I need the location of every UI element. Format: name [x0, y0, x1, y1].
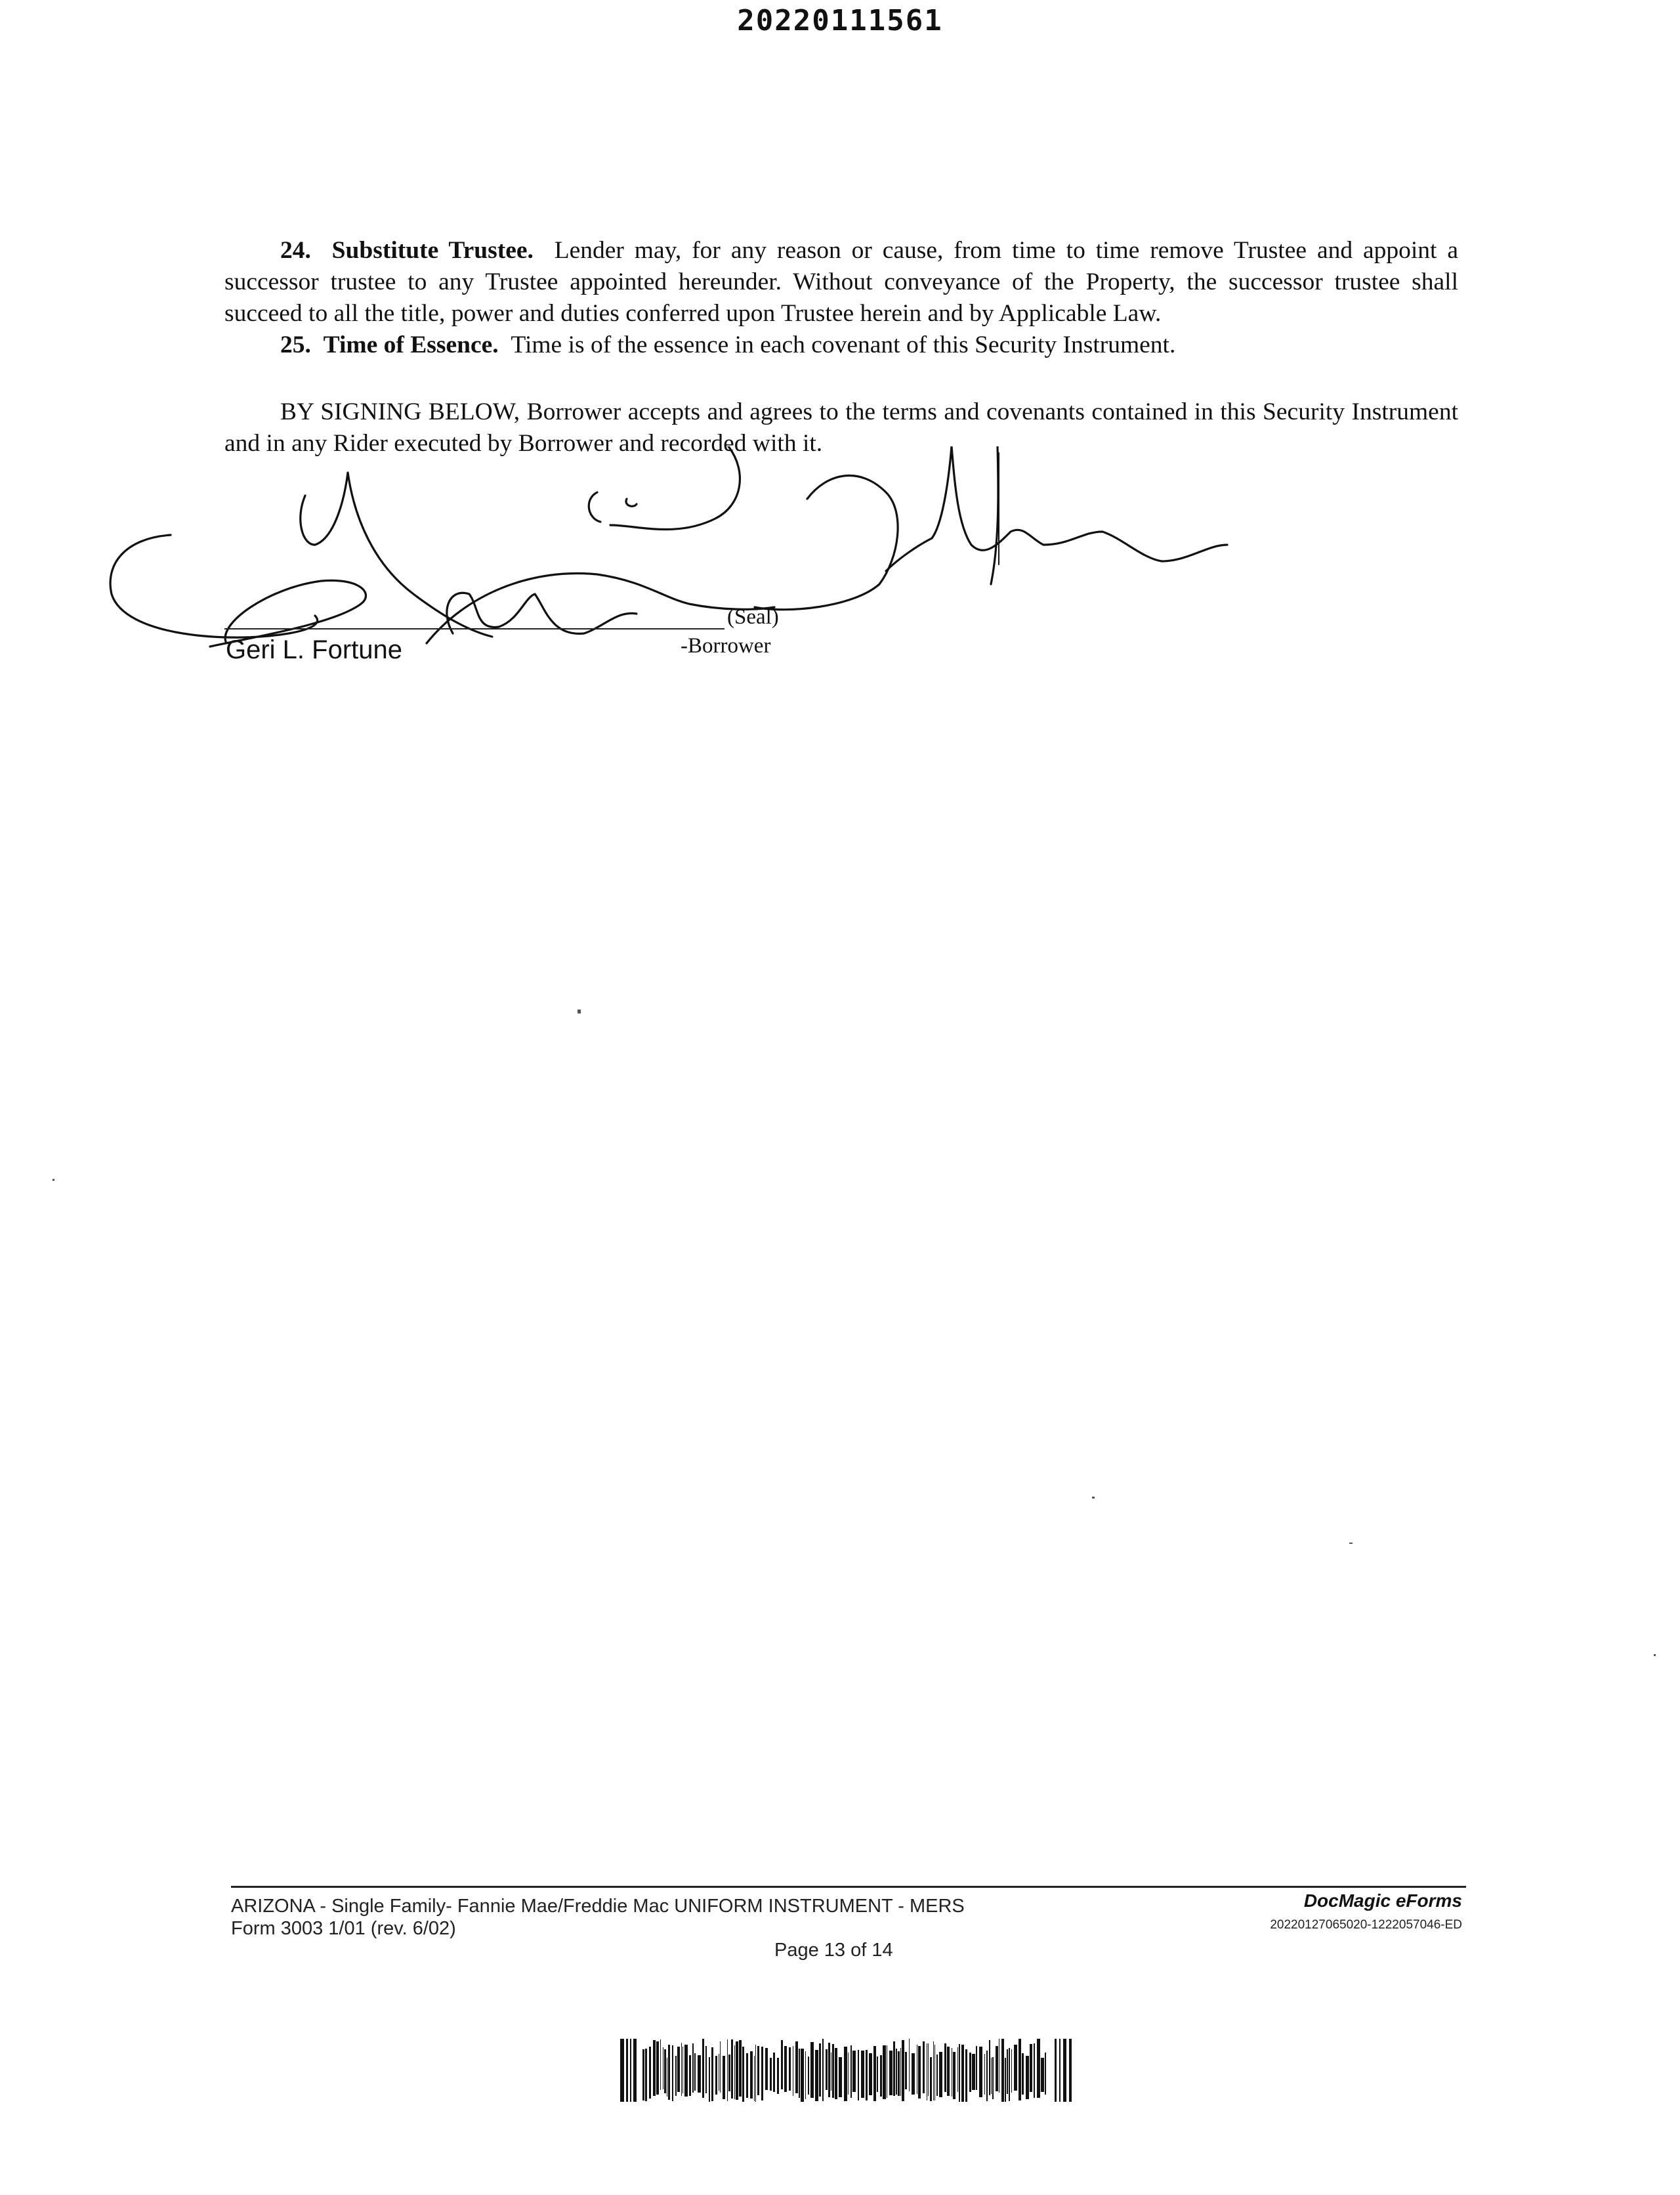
scan-speck [1654, 1654, 1656, 1656]
section-24-title: Substitute Trustee. [331, 237, 534, 264]
document-number: 20220111561 [737, 4, 943, 37]
scan-speck [1349, 1543, 1353, 1544]
section-25-number: 25. [280, 331, 311, 358]
barcode [620, 2039, 1080, 2102]
scan-speck [578, 1010, 581, 1013]
section-24-text: Lender may, for any reason or cause, from time to time remove Trustee and appoint a successor trustee to any Trustee appointed hereunder. Without conveyance of the Property, the successor trustee shall succeed to all the title, power and duties conferred upon Trustee herein and by Applicable Law. [224, 237, 1459, 327]
footer-form-info [231, 1895, 965, 1940]
footer-form-line-1: ARIZONA - Single Family- Fannie Mae/Freddie Mac UNIFORM INSTRUMENT - MERS [231, 1896, 965, 1917]
footer-document-code: 20220127065020-1222057046-ED [1270, 1918, 1462, 1932]
page-number: Page 13 of 14 [774, 1940, 893, 1961]
seal-label: (Seal) [727, 605, 779, 629]
scan-speck [52, 1179, 54, 1181]
section-24-number: 24. [280, 237, 311, 264]
section-25-title: Time of Essence. [323, 331, 499, 358]
signing-statement-text: BY SIGNING BELOW, Borrower accepts and agrees to the terms and covenants contained in this Security Instrument and in any Rider executed by Borrower and recorded with it. [224, 398, 1458, 457]
section-24 [224, 235, 1458, 330]
section-25 [224, 330, 1458, 361]
borrower-name: Geri L. Fortune [226, 635, 403, 664]
section-25-text: Time is of the essence in each covenant of this Security Instrument. [511, 331, 1176, 358]
borrower-role-label: -Borrower [681, 634, 771, 658]
footer-form-line-2: Form 3003 1/01 (rev. 6/02) [231, 1918, 456, 1939]
docmagic-logo: DocMagic eForms [1303, 1890, 1462, 1911]
signature-line [224, 628, 724, 629]
footer-rule [231, 1886, 1466, 1888]
scan-speck [1092, 1497, 1095, 1499]
